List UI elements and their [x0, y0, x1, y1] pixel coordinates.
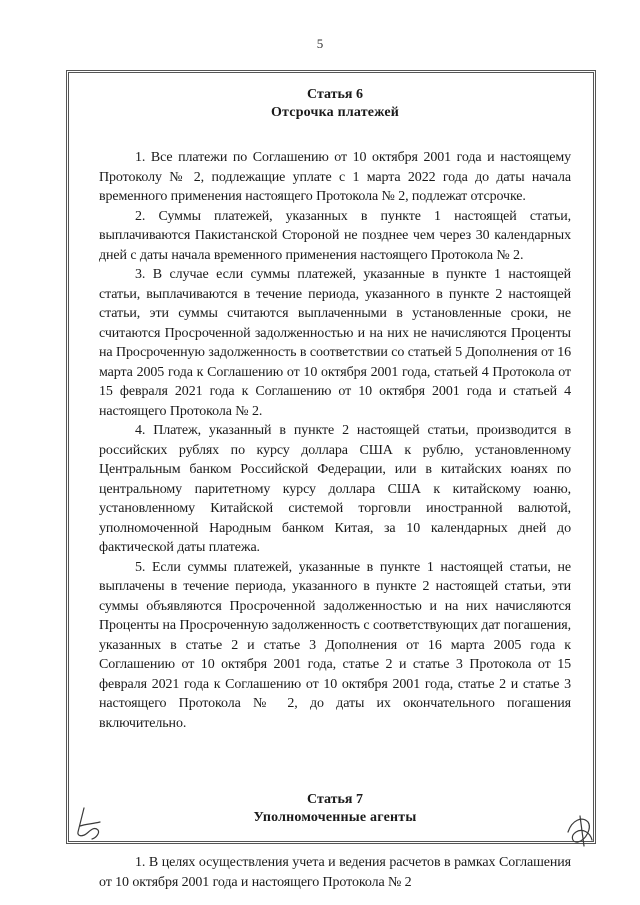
article-7-title: Статья 7 [307, 792, 363, 807]
initials-signature-left [74, 806, 104, 842]
initials-signature-right [564, 812, 594, 848]
article-6-paragraph-4: 4. Платеж, указанный в пункте 2 настоящей статьи, производится в российских рублях по курсу доллара США к рублю, установленному Центральным банком Российской Федерации, или в китайских юанях по центральному паритетному курсу доллара США к китайскому юаню, установленному Китайской системой торговли иностранной валютой, уполномоченной Народным банком Китая, за 10 календарных дней до фактической даты платежа. [99, 423, 571, 555]
article-6-body [99, 148, 571, 733]
article-7-body [99, 853, 571, 892]
document-content [99, 73, 571, 892]
article-6-heading: Отсрочка платежей [270, 105, 400, 120]
page-number: 5 [316, 36, 324, 51]
article-7-heading: Уполномоченные агенты [253, 810, 417, 825]
document-frame [66, 70, 596, 890]
article-6-paragraph-1: 1. Все платежи по Соглашению от 10 октября 2001 года и настоящему Протоколу № 2, подлежащие уплате с 1 марта 2022 года до даты начала временного применения настоящего Протокола № 2, подлежат отсрочке. [99, 150, 571, 204]
article-6-paragraph-3: 3. В случае если суммы платежей, указанные в пункте 1 настоящей статьи, выплачиваются в течение периода, указанного в пункте 2 настоящей статьи, эти суммы считаются выплаченными в установленные сроки, не считаются Просроченной задолженностью и на них не начисляются Проценты на Просроченную задолженность в соответствии со статьей 5 Дополнения от 16 марта 2005 года к Соглашению от 10 октября 2001 года, статьей 4 Протокола от 15 февраля 2021 года к Соглашению от 10 октября 2001 года и статьей 4 настоящего Протокола № 2. [99, 267, 571, 419]
article-6-paragraph-2: 2. Суммы платежей, указанных в пункте 1 настоящей статьи, выплачиваются Пакистанской Стороной не позднее чем через 30 календарных дней с даты начала временного применения настоящего Протокола № 2. [99, 208, 571, 263]
article-6-title: Статья 6 [307, 87, 363, 102]
article-6-paragraph-5: 5. Если суммы платежей, указанные в пункте 1 настоящей статьи, не выплачены в течение периода, указанного в пункте 2 настоящей статьи, эти суммы объявляются Просроченной задолженностью и на них начисляются Проценты на Просроченную задолженность с соответствующих дат погашения, указанных в статье 2 и статье 3 Дополнения от 16 марта 2005 года к Соглашению от 10 октября 2001 года, статье 2 и статье 3 Протокола от 15 февраля 2021 года к Соглашению от 10 октября 2001 года, статье 2 и статье 3 настоящего Протокола № 2, до даты их окончательного погашения включительно. [99, 559, 571, 731]
article-7-paragraph-1: 1. В целях осуществления учета и ведения расчетов в рамках Соглашения от 10 октября 2001 года и настоящего Протокола № 2 [99, 855, 571, 890]
